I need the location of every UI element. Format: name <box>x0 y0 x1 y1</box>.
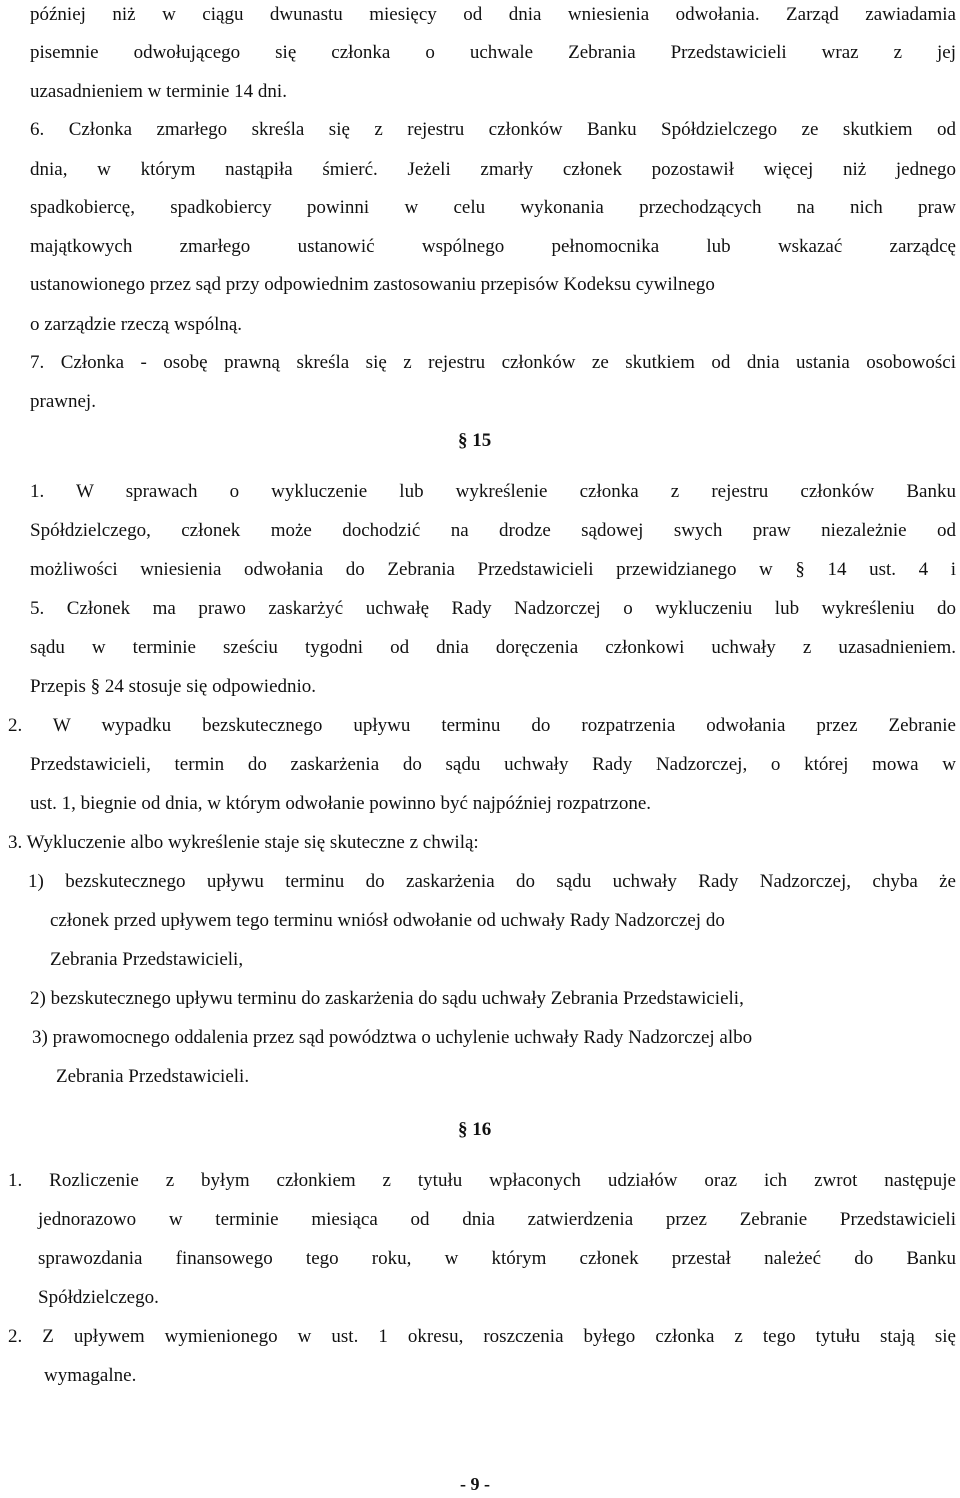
text-line: ust. 1, biegnie od dnia, w którym odwołanie powinno być najpóźniej rozpatrzone. <box>30 793 652 814</box>
text-line: wymagalne. <box>44 1365 137 1386</box>
text-line: członek przed upływem tego terminu wniósł odwołanie od uchwały Rady Nadzorczej do <box>50 910 725 931</box>
text-line: 3) prawomocnego oddalenia przez sąd powództwa o uchylenie uchwały Rady Nadzorczej albo <box>32 1027 753 1048</box>
text-line: 2. W wypadku bezskutecznego upływu terminu do rozpatrzenia odwołania przez Zebranie <box>8 715 956 736</box>
text-line: Przepis § 24 stosuje się odpowiednio. <box>30 676 317 697</box>
text-line: jednorazowo w terminie miesiąca od dnia zatwierdzenia przez Zebranie Przedstawicieli <box>38 1209 956 1230</box>
text-line: później niż w ciągu dwunastu miesięcy od dnia wniesienia odwołania. Zarząd zawiadamia <box>30 4 956 25</box>
text-line: sądu w terminie sześciu tygodni od dnia doręczenia członkowi uchwały z uzasadnieniem. <box>30 637 956 658</box>
text-line: dnia, w którym nastąpiła śmierć. Jeżeli zmarły członek pozostawił więcej niż jednego <box>30 159 956 180</box>
text-line: możliwości wniesienia odwołania do Zebrania Przedstawicieli przewidzianego w § 14 ust. 4 i <box>30 559 956 580</box>
text-line: 6. Członka zmarłego skreśla się z rejestru członków Banku Spółdzielczego ze skutkiem od <box>30 119 956 140</box>
text-line: uzasadnieniem w terminie 14 dni. <box>30 81 287 102</box>
text-line: Zebrania Przedstawicieli, <box>50 949 244 970</box>
text-line: Przedstawicieli, termin do zaskarżenia do sądu uchwały Rady Nadzorczej, o której mowa w <box>30 754 956 775</box>
text-line: prawnej. <box>30 391 96 412</box>
text-line: ustanowionego przez sąd przy odpowiednim zastosowaniu przepisów Kodeksu cywilnego <box>30 274 715 295</box>
text-line: o zarządzie rzeczą wspólną. <box>30 314 243 335</box>
text-line: 7. Członka - osobę prawną skreśla się z rejestru członków ze skutkiem od dnia ustania osobowości <box>30 352 956 373</box>
text-line: Spółdzielczego. <box>38 1287 159 1308</box>
text-line: majątkowych zmarłego ustanowić wspólnego pełnomocnika lub wskazać zarządcę <box>30 236 956 257</box>
text-line: 1. Rozliczenie z byłym członkiem z tytułu wpłaconych udziałów oraz ich zwrot następuje <box>8 1170 956 1191</box>
text-line: pisemnie odwołującego się członka o uchwale Zebrania Przedstawicieli wraz z jej <box>30 42 956 63</box>
text-line: Zebrania Przedstawicieli. <box>56 1066 250 1087</box>
text-line: 3. Wykluczenie albo wykreślenie staje się skuteczne z chwilą: <box>8 832 479 853</box>
page-number: - 9 - <box>460 1474 490 1494</box>
section-heading-16: § 16 <box>458 1119 492 1140</box>
text-line: 2) bezskutecznego upływu terminu do zaskarżenia do sądu uchwały Zebrania Przedstawicieli, <box>30 988 744 1009</box>
text-line: 1) bezskutecznego upływu terminu do zaskarżenia do sądu uchwały Rady Nadzorczej, chyba że <box>28 871 956 892</box>
text-line: 5. Członek ma prawo zaskarżyć uchwałę Rady Nadzorczej o wykluczeniu lub wykreśleniu do <box>30 598 956 619</box>
section-heading-15: § 15 <box>458 430 492 451</box>
text-line: 1. W sprawach o wykluczenie lub wykreślenie członka z rejestru członków Banku <box>30 481 956 502</box>
text-line: Spółdzielczego, członek może dochodzić na drodze sądowej swych praw niezależnie od <box>30 520 956 541</box>
text-line: sprawozdania finansowego tego roku, w którym członek przestał należeć do Banku <box>38 1248 956 1269</box>
text-line: 2. Z upływem wymienionego w ust. 1 okresu, roszczenia byłego członka z tego tytułu stają się <box>8 1326 956 1347</box>
text-line: spadkobiercę, spadkobiercy powinni w celu wykonania przechodzących na nich praw <box>30 197 956 218</box>
